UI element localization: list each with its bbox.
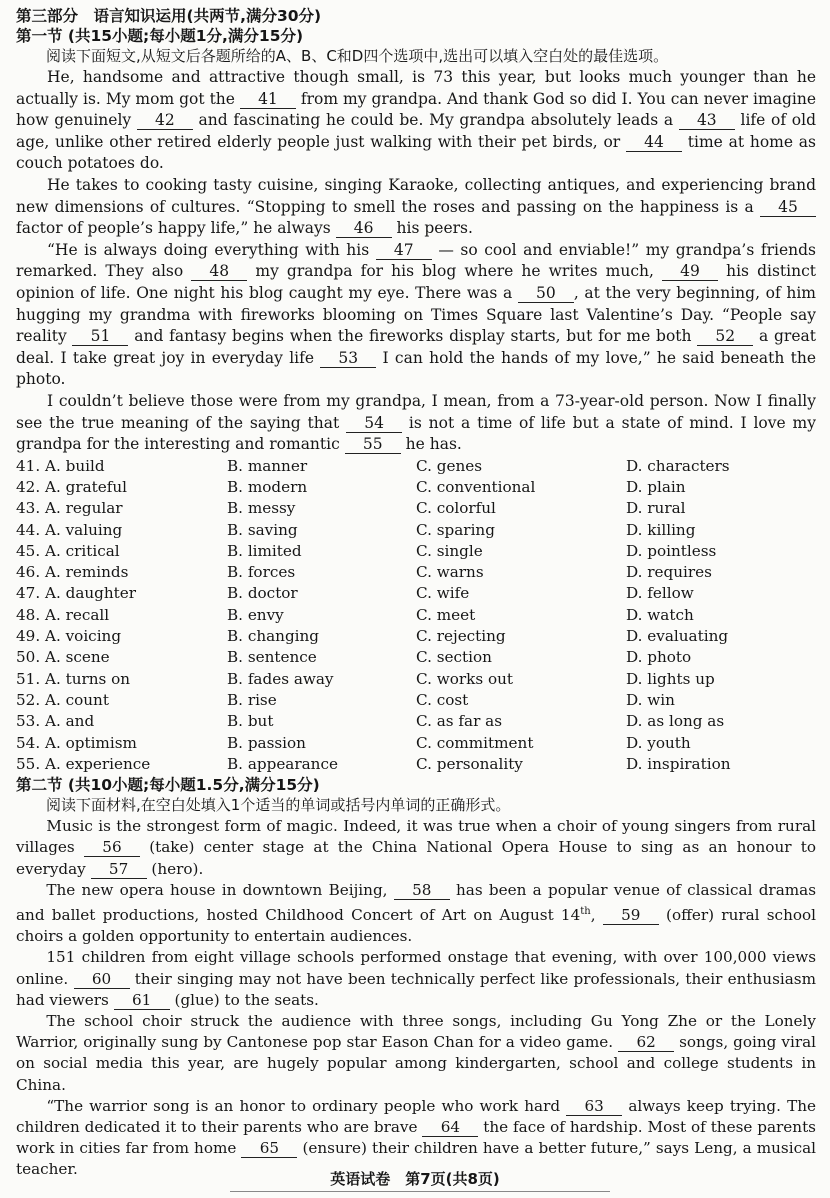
options-table [16, 456, 816, 775]
option-row: 54. A. optimism B. passion C. commitment D. youth [16, 733, 691, 752]
option-row: 41. A. build B. manner C. genes D. characters [16, 456, 730, 475]
blank-52: 52 [697, 327, 753, 346]
section2-title: 第二节 (共10小题;每小题1.5分,满分15分) [16, 776, 320, 795]
option-row: 52. A. count B. rise C. cost D. win [16, 690, 675, 709]
option-row: 49. A. voicing B. changing C. rejecting D. evaluating [16, 627, 729, 646]
blank-49: 49 [662, 262, 718, 281]
blank-62: 62 [618, 1033, 674, 1052]
blank-63: 63 [566, 1097, 622, 1116]
grammar-paragraph-5: “The warrior song is an honor to ordinary people who work hard 63 always keep trying. The children dedicated it to their parents who are brave 64 the face of hardship. Most of these parents work in cities far from home 65 (ensure) their children have a better future,” says Leng, a musical teacher. [16, 1096, 816, 1179]
blank-65: 65 [241, 1139, 297, 1158]
blank-48: 48 [191, 262, 247, 281]
grammar-paragraph-3: 151 children from eight village schools performed onstage that evening, with over 100,000 views online. 60 their singing may not have been technically perfect like professionals, their enthusiasm had viewers 61 (glue) to the seats. [16, 948, 816, 1009]
section1-instructions: 阅读下面短文,从短文后各题所给的A、B、C和D四个选项中,选出可以填入空白处的最佳选项。 [46, 47, 669, 65]
option-row: 47. A. daughter B. doctor C. wife D. fellow [16, 584, 694, 603]
cloze-paragraph-1: He, handsome and attractive though small, is 73 this year, but looks much younger than he actually is. My mom got the 41 from my grandpa. And thank God so did I. You can never imagine how genuinely 42 and fascinating he could be. My grandpa absolutely leads a 43 life of old age, unlike other retired elderly people just walking with their pet birds, or 44 time at home as couch potatoes do. [16, 68, 816, 173]
part3-title: 第三部分 语言知识运用(共两节,满分30分) [16, 7, 322, 25]
option-row: 42. A. grateful B. modern C. conventional D. plain [16, 477, 686, 496]
grammar-paragraph-4: The school choir struck the audience with three songs, including Gu Yong Zhe or the Lonely Warrior, originally sung by Cantonese pop star Eason Chan for a video game. 62 songs, going viral on social media this year, are hugely popular among kindergarten, school and college students in China. [16, 1012, 816, 1094]
blank-44: 44 [626, 133, 682, 152]
cloze-paragraph-3: “He is always doing everything with his 47 — so cool and enviable!” my grandpa’s friends remarked. They also 48 my grandpa for his blog where he writes much, 49 his distinct opinion of life. One night his blog caught my eye. There was a 50 , at the very beginning, of him hugging my grandma with fireworks blooming on Times Square last Valentine’s Day. “People say reality 51 and fantasy begins when the fireworks display starts, but for me both 52 a great deal. I take great joy in everyday life 53 I can hold the hands of my love,” he said beneath the photo. [16, 240, 817, 389]
cloze-paragraph-2: He takes to cooking tasty cuisine, singing Karaoke, collecting antiques, and experiencing brand new dimensions of cultures. “Stopping to smell the roses and passing on the happiness is a 45 factor of people’s happy life,” he always 46 his peers. [16, 175, 816, 238]
footer-rule [230, 1191, 610, 1192]
section1-title: 第一节 (共15小题;每小题1分,满分15分) [16, 27, 304, 45]
blank-64: 64 [422, 1118, 478, 1137]
blank-42: 42 [137, 111, 193, 130]
blank-57: 57 [91, 860, 147, 879]
cloze-paragraph-4: I couldn’t believe those were from my grandpa, I mean, from a 73-year-old person. Now I finally see the true meaning of the saying that 54 is not a time of life but a state of mind. I love my grandpa for the interesting and romantic 55 he has. [16, 391, 816, 454]
option-row: 44. A. valuing B. saving C. sparing D. killing [16, 520, 696, 539]
section2-instructions: 阅读下面材料,在空白处填入1个适当的单词或括号内单词的正确形式。 [46, 796, 511, 815]
option-row: 48. A. recall B. envy C. meet D. watch [16, 605, 694, 624]
blank-53: 53 [320, 349, 376, 368]
option-row: 43. A. regular B. messy C. colorful D. rural [16, 499, 686, 518]
option-row: 55. A. experience B. appearance C. personality D. inspiration [16, 754, 731, 773]
grammar-paragraph-1: Music is the strongest form of magic. Indeed, it was true when a choir of young singers from rural villages 56 (take) center stage at the China National Opera House to sing as an honour to everyday 57 (hero). [16, 817, 816, 878]
grammar-paragraph-2: The new opera house in downtown Beijing, 58 has been a popular venue of classical dramas and ballet productions, hosted Childhood Concert of Art on August 14th, 59 (offer) rural school choirs a golden opportunity to entertain audiences. [16, 880, 817, 946]
blank-51: 51 [72, 327, 128, 346]
blank-46: 46 [336, 219, 392, 238]
option-row: 53. A. and B. but C. as far as D. as long as [16, 712, 725, 731]
blank-60: 60 [74, 970, 130, 989]
option-row: 50. A. scene B. sentence C. section D. photo [16, 648, 692, 667]
blank-55: 55 [345, 435, 401, 454]
blank-56: 56 [84, 838, 140, 857]
option-row: 46. A. reminds B. forces C. warns D. requires [16, 563, 712, 582]
page-footer: 英语试卷 第7页(共8页) [330, 1170, 500, 1188]
blank-61: 61 [114, 991, 170, 1010]
option-row: 51. A. turns on B. fades away C. works out D. lights up [16, 669, 715, 688]
option-row: 45. A. critical B. limited C. single D. pointless [16, 541, 717, 560]
blank-50: 50 [518, 284, 574, 303]
blank-41: 41 [240, 90, 296, 109]
blank-47: 47 [376, 241, 432, 260]
blank-43: 43 [679, 111, 735, 130]
blank-58: 58 [394, 881, 450, 900]
blank-59: 59 [603, 906, 659, 925]
blank-45: 45 [760, 198, 816, 217]
blank-54: 54 [346, 414, 402, 433]
